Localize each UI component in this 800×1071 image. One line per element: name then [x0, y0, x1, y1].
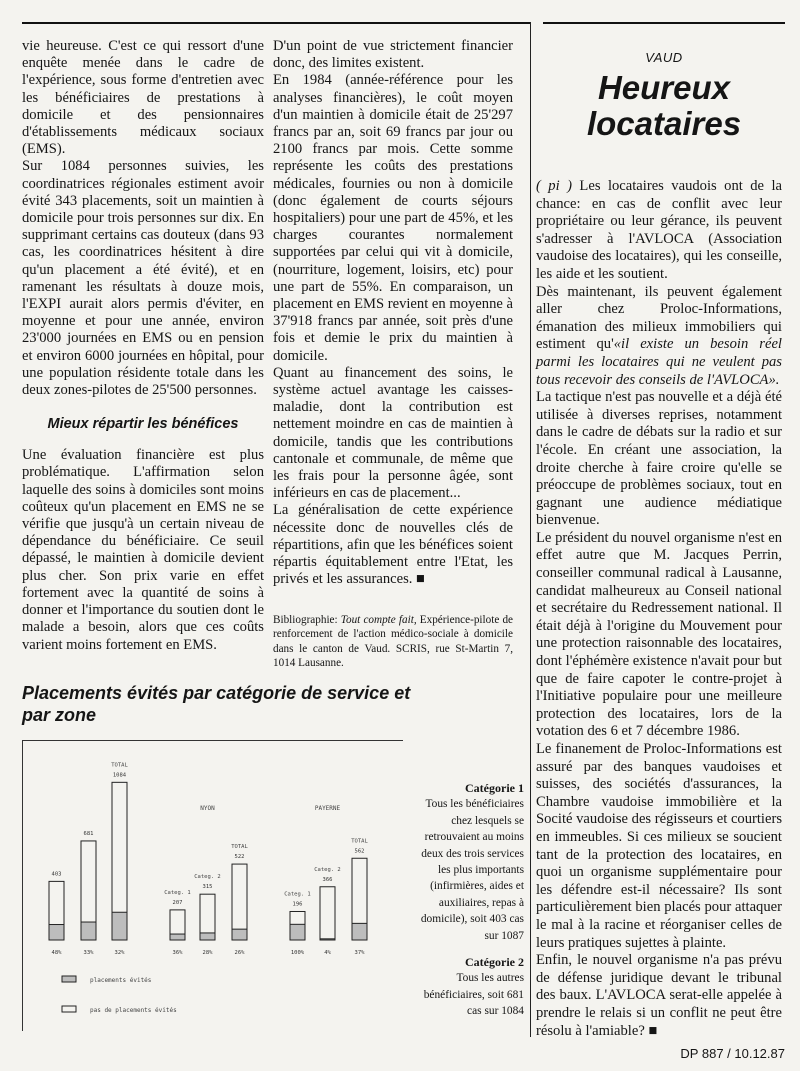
group-label: PAYERNE	[314, 805, 341, 812]
sidebar-paragraph: ( pi ) Les locataires vaudois ont de la chance: en cas de conflit avec leur propriétaire ou leur gérance, ils peuvent s'adresser à l'AVLOCA (Association vaudoise des locataires), qui les conseille, les aide et les soutient.	[536, 178, 782, 282]
col2-paragraph: En 1984 (année-référence pour les analyses financières), le coût moyen d'un maintien à domicile était de 25'297 francs par an, soit 69 francs par jour ou 2100 francs par mois. Cette somme représente les coûts des prestations médicales, fournies ou non à domicile (donc également de courts séjours hospitaliers) pour une part de 45%, et les charges courantes normalement supportées par celui qui vit à domicile, (nourriture, logement, loisirs, etc) pour une part de 55%. En comparaison, un placement en EMS revient en moyenne à 37'918 francs par année, soit près d'une fois et demie le prix du maintien à domicile.	[273, 72, 513, 364]
category-1-title: Catégorie 1	[465, 781, 524, 795]
bar-avoided	[49, 925, 64, 940]
bar-percent-label: 4%	[324, 950, 331, 956]
bar-category-label: TOTAL	[231, 844, 248, 851]
group-label: NYON	[200, 805, 215, 812]
category-2-description: Tous les autres bénéficiaires, soit 681 cas sur 1084	[423, 972, 524, 1018]
article-column-2	[273, 38, 513, 671]
bar-avoided	[290, 924, 305, 940]
article-column-1	[22, 38, 264, 654]
sidebar-paragraph: La tactique n'est pas nouvelle et a déjà été utilisée à diverses reprises, notamment dans le cadre de débats sur la radio et sur l'école. En créant une association, la droite cherche à faire croire qu'elle se préoccupe de problèmes sociaux, tout en gagnant une audience médiatique bienvenue.	[536, 389, 782, 529]
bar-percent-label: 33%	[83, 950, 94, 956]
bar-category-label: Categ. 1	[164, 889, 191, 896]
sidebar-top-rule	[543, 22, 785, 24]
bar-percent-label: 37%	[354, 950, 365, 956]
bar-category-label: TOTAL	[111, 762, 128, 769]
category-1-description: Tous les bénéficiaires chez lesquels se retrouvaient au moins deux des trois services les plus importants (infirmières, aides et auxiliaires, repas à domicile), soit 403 cas sur 1087	[420, 798, 524, 942]
bar-avoided	[352, 923, 367, 940]
sidebar-headline: Heureux locataires	[586, 69, 742, 142]
issue-footer: DP 887 / 10.12.87	[680, 1046, 785, 1061]
subheading: Mieux répartir les bénéfices	[47, 416, 239, 433]
bar-value-label: 1084	[112, 772, 127, 779]
bib-label: Bibliographie:	[273, 613, 338, 626]
bib-title: Tout compte fait,	[340, 613, 417, 626]
sidebar-paragraph: Le président du nouvel organisme n'est en effet autre que M. Jacques Perrin, conseiller communal radical à Lausanne, candidat malheureux au Conseil national et secrétaire du Redressement national. Il était déjà à l'origine du Mouvement pour une protection raisonnable des locataires, dont l'éphémère existence n'avait pour but que de faire capoter le contre-projet à l'Initiative populaire pour une meilleure protection des locataires, lors de la votation des 6 et 7 décembre 1986.	[536, 529, 782, 740]
quote: «il existe un besoin réel parmi les locataires qui ne veulent pas tous recevoir des conseils de l'AVLOCA».	[536, 336, 782, 388]
bar-value-label: 366	[322, 876, 333, 883]
bar-value-label: 681	[83, 830, 94, 837]
col1-paragraph: vie heureuse. C'est ce qui ressort d'une enquête menée dans le cadre de l'expérience, sous forme d'entretien avec les bénéficiaires de prestations à domicile et des pensionnaires d'établissements médicaux sociaux (EMS).	[22, 38, 264, 158]
sidebar-column	[536, 178, 782, 1040]
sidebar-paragraph: Le finanement de Proloc-Informations est assuré par des banques vaudoises et suisses, des sociétés d'assurances, la Chambre vaudoise immobilière et la Socité vaudoise des régisseurs et courtiers en immeubles. Si ces milieux se soucient tant de la protection des locataires, en quoi un organisme supplémentaire pour les défendre est-il nécessaire? Ils sont particulièrement bien placés pour attaquer le mal à la racine et réorganiser celles de leurs pratiques sujettes à plainte.	[536, 741, 782, 951]
bar-value-label: 207	[172, 899, 183, 906]
bar-total	[320, 887, 335, 940]
bar-value-label: 562	[354, 848, 365, 855]
bar-percent-label: 32%	[114, 950, 125, 956]
col1-paragraph: Une évaluation financière est plus problématique. L'affirmation selon laquelle des soins à domiciles sont moins coûteux qu'un placement en EMS ne se vérifie que jusqu'à un certain niveau de dépendance du bénéficiaire. Ce seuil dépassé, le maintien à domicile devient plus cher. Son prix varie en effet fortement avec la quantité de soins à donner et l'importance du soutien dont le malade a besoin, alors que ces coûts varient moins fortement en EMS.	[22, 447, 264, 653]
bar-avoided	[81, 922, 96, 940]
bar-category-label: Categ. 2	[194, 874, 221, 881]
bar-total	[232, 864, 247, 940]
col2-paragraph: D'un point de vue strictement financier donc, des limites existent.	[273, 38, 513, 72]
sidebar-kicker: VAUD	[645, 50, 683, 65]
sidebar-paragraph: Dès maintenant, ils peuvent également aller chez Proloc-Informations, émanation des milieux immobiliers qui estiment qu'«il existe un besoin réel parmi les locataires qui ne veulent pas tous recevoir des conseils de l'AVLOCA».	[536, 283, 782, 388]
bar-percent-label: 100%	[290, 950, 305, 956]
legend-label: placements évités	[90, 977, 152, 984]
col2-paragraph: La généralisation de cette expérience nécessite donc de nouvelles clés de répartitions, afin que les bénéfices soient répartis équitablement entre l'Etat, les privés et les assurances. ■	[273, 502, 513, 588]
bar-percent-label: 28%	[202, 950, 213, 956]
bar-avoided	[170, 934, 185, 940]
author-initials: ( pi )	[536, 178, 572, 194]
bar-percent-label: 26%	[234, 950, 245, 956]
category-1-legend	[412, 780, 524, 944]
legend-swatch-avoided	[62, 976, 76, 982]
bar-value-label: 315	[202, 884, 213, 891]
bar-percent-label: 36%	[172, 950, 183, 956]
bar-avoided	[200, 933, 215, 940]
legend-swatch-not-avoided	[62, 1006, 76, 1012]
bar-chart	[22, 740, 407, 1032]
bar-category-label: Categ. 2	[314, 866, 341, 873]
bar-value-label: 403	[51, 871, 62, 878]
bar-percent-label: 48%	[51, 950, 62, 956]
top-rule	[22, 22, 530, 24]
column-divider	[530, 22, 531, 1037]
bar-avoided	[232, 929, 247, 940]
bar-category-label: TOTAL	[351, 838, 368, 845]
col1-paragraph: Sur 1084 personnes suivies, les coordinatrices régionales estiment avoir évité 343 placements, soit un maintien à domicile pour trois personnes sur dix. En supprimant certains cas douteux (dans 93 cas, les coordinatrices hésitent à dire qu'un placement a été évité), et en ramenant les résultats à douze mois, l'EXPI aurait alors permis d'éviter, en moyenne et pour une année, environ 23'000 journées en EMS ou en pension et environ 6000 journées en hôpital, pour une population résidente totale dans les deux zones-pilotes de 25'500 personnes.	[22, 158, 264, 399]
category-2-legend	[412, 954, 524, 1020]
bar-avoided	[320, 939, 335, 940]
category-2-title: Catégorie 2	[465, 955, 524, 969]
bar-value-label: 196	[292, 901, 303, 908]
chart-title: Placements évités par catégorie de service et par zone	[22, 683, 411, 725]
sidebar-paragraph: Enfin, le nouvel organisme n'a pas prévu de défense juridique devant le tribunal des baux. L'AVLOCA serat-elle appelée à prendre le relais si un conflit ne peut être résolu à l'amiable? ■	[536, 952, 782, 1039]
col2-paragraph: Quant au financement des soins, le système actuel avantage les caisses-maladie, dont la contribution est nettement moindre en cas de maintien à domicile, tandis que les contributions cantonale et communale, de même que les frais pour la personne âgée, sont inférieurs en cas de placement...	[273, 364, 513, 502]
bib-details: Expérience-pilote de renforcement de l'action médico-sociale à domicile dans le canton de Vaud. SCRIS, rue St-Martin 7, 1014 Lausanne.	[273, 613, 514, 669]
bar-avoided	[112, 912, 127, 940]
bar-value-label: 522	[234, 854, 245, 861]
bar-category-label: Categ. 1	[284, 891, 311, 898]
bibliography	[273, 613, 513, 671]
legend-label: pas de placements évités	[90, 1007, 177, 1014]
